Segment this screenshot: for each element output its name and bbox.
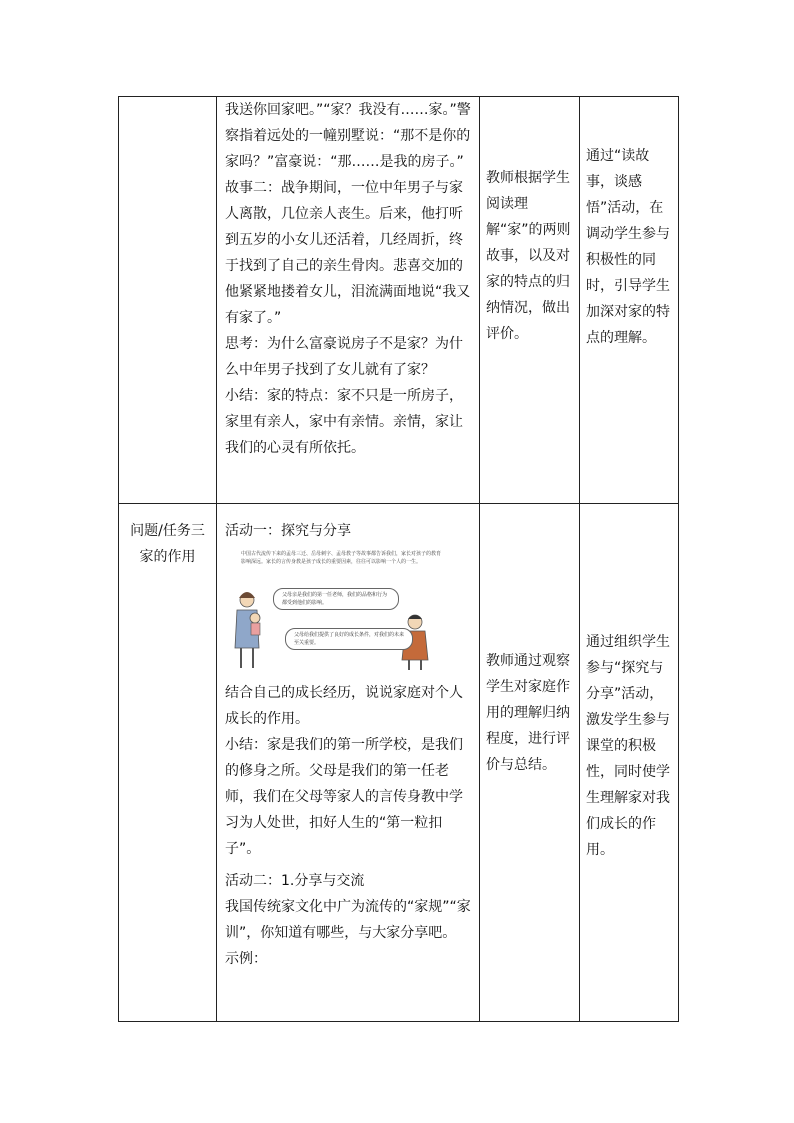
row2-evaluation-cell <box>480 504 580 1022</box>
row1-content-text: 我送你回家吧。”“家？我没有……家。”警察指着远处的一幢别墅说：“那不是你的家吗？”富豪说：“那……是我的房子。” 故事二：战争期间，一位中年男子与家人离散，几位亲人丧生。后来，他打听到五岁的小女儿还活着，几经周折，终于找到了自己的亲生骨肉。悲喜交加的他紧紧地搂着女儿，泪流满面地说“我又有家了。” 思考：为什么富豪说房子不是家？为什么中年男子找到了女儿就有了家？ 小结：家的特点：家不只是一所房子，家里有亲人，家中有亲情。亲情，家让我们的心灵有所依托。 <box>225 102 471 456</box>
task-title: 问题/任务三 家的作用 <box>130 523 205 565</box>
row2-design-intent-text: 通过组织学生参与“探究与分享”活动，激发学生参与课堂的积极性，同时使学生理解家对我们成长的作用。 <box>586 634 670 858</box>
activity2-text: 活动二：1.分享与交流 我国传统家文化中广为流传的“家规”“家训”，你知道有哪些，与大家分享吧。 示例： <box>225 873 471 967</box>
lesson-plan-table <box>118 96 679 1022</box>
table-row <box>119 97 679 504</box>
textbook-illustration <box>225 548 443 670</box>
row1-evaluation-cell <box>480 97 580 504</box>
row1-task-cell <box>119 97 217 504</box>
row2-evaluation-text: 教师通过观察学生对家庭作用的理解归纳程度，进行评价与总结。 <box>486 653 570 773</box>
speech-bubble-1: 父母亲是我们的第一任老师，我们的品格和行为都受到他们的影响。 <box>273 588 399 610</box>
row2-task-cell <box>119 504 217 1022</box>
illustration-caption: 中国古代流传下来的孟母三迁、岳母刺字、孟母教子等故事都告诉我们，家长对孩子的教育影响深远。家长的言传身教是孩子成长的重要因素，往往可以影响一个人的一生。 <box>241 551 442 565</box>
row2-content-cell <box>217 504 480 1022</box>
table-row <box>119 504 679 1022</box>
row1-content-cell <box>217 97 480 504</box>
activity1-title: 活动一：探究与分享 <box>225 523 351 539</box>
woman-figure <box>235 592 260 668</box>
speech-bubble-2: 父母给我们提供了良好的成长条件，对我们的未来至关重要。 <box>285 628 413 650</box>
row1-evaluation-text: 教师根据学生阅读理解“家”的两则故事，以及对家的特点的归纳情况，做出评价。 <box>486 170 571 342</box>
row1-design-intent-cell <box>580 97 679 504</box>
activity1-text: 结合自己的成长经历，说说家庭对个人成长的作用。 小结：家是我们的第一所学校，是我们的修身之所。父母是我们的第一任老师，我们在父母等家人的言传身教中学习为人处世，扣好人生的“第一粒扣子”。 <box>225 685 463 857</box>
row1-design-intent-text: 通过“读故事，谈感悟”活动，在调动学生参与积极性的同时，引导学生加深对家的特点的理解。 <box>586 148 670 346</box>
row2-design-intent-cell <box>580 504 679 1022</box>
